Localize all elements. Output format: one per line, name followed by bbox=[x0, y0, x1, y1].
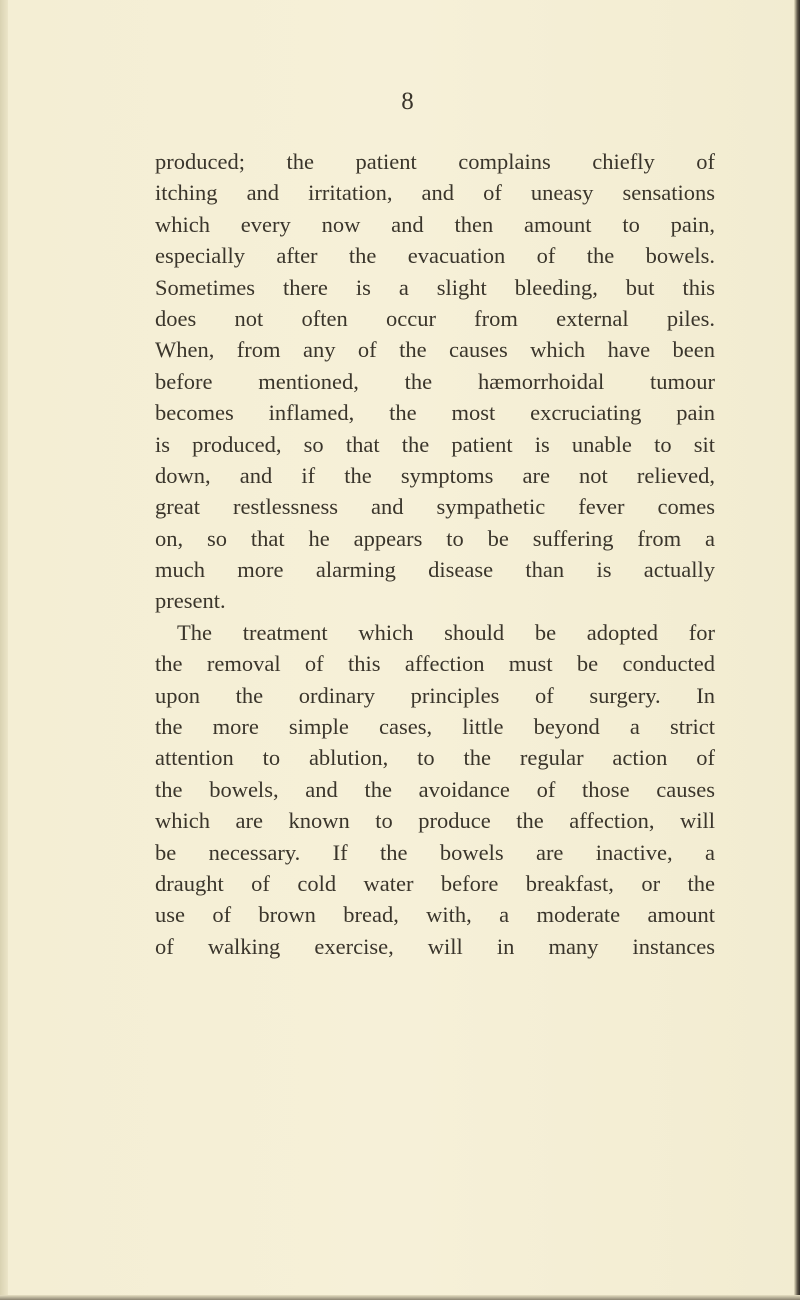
text-line: draught of cold water before breakfast, or the bbox=[155, 870, 715, 896]
text-line: does not often occur from external piles. bbox=[155, 305, 715, 331]
text-line: be necessary. If the bowels are inactive, a bbox=[155, 839, 715, 865]
text-line: the more simple cases, little beyond a strict bbox=[155, 714, 715, 740]
text-line: the removal of this affection must be conducted bbox=[155, 651, 715, 677]
text-line: which are known to produce the affection, will bbox=[155, 808, 715, 834]
text-line: is produced, so that the patient is unable to sit bbox=[155, 431, 715, 457]
text-line: down, and if the symptoms are not relieved, bbox=[155, 462, 715, 488]
text-line: Sometimes there is a slight bleeding, but this bbox=[155, 274, 715, 300]
text-line: The treatment which should be adopted for bbox=[177, 619, 715, 645]
page-number: 8 bbox=[401, 88, 415, 115]
text-line: use of brown bread, with, a moderate amount bbox=[155, 902, 715, 928]
body-text bbox=[155, 146, 715, 962]
text-line: When, from any of the causes which have been bbox=[155, 337, 715, 363]
page-right-edge bbox=[794, 0, 800, 1300]
text-line: much more alarming disease than is actually bbox=[155, 557, 715, 583]
text-line: of walking exercise, will in many instances bbox=[155, 933, 715, 959]
page-gutter-edge bbox=[0, 0, 8, 1300]
text-line: becomes inflamed, the most excruciating pain bbox=[155, 400, 715, 426]
text-line: attention to ablution, to the regular action of bbox=[155, 745, 715, 771]
text-line: itching and irritation, and of uneasy sensations bbox=[155, 180, 715, 206]
text-line: present. bbox=[155, 588, 226, 614]
text-line: especially after the evacuation of the bowels. bbox=[155, 243, 715, 269]
page-bottom-edge bbox=[0, 1295, 800, 1300]
text-line: on, so that he appears to be suffering from a bbox=[155, 525, 715, 551]
text-line: produced; the patient complains chiefly of bbox=[155, 149, 715, 174]
text-line: upon the ordinary principles of surgery. In bbox=[155, 682, 715, 708]
text-line: before mentioned, the hæmorrhoidal tumour bbox=[155, 368, 715, 394]
text-line: which every now and then amount to pain, bbox=[155, 211, 715, 237]
text-line: great restlessness and sympathetic fever comes bbox=[155, 494, 715, 520]
text-line: the bowels, and the avoidance of those causes bbox=[155, 776, 715, 802]
